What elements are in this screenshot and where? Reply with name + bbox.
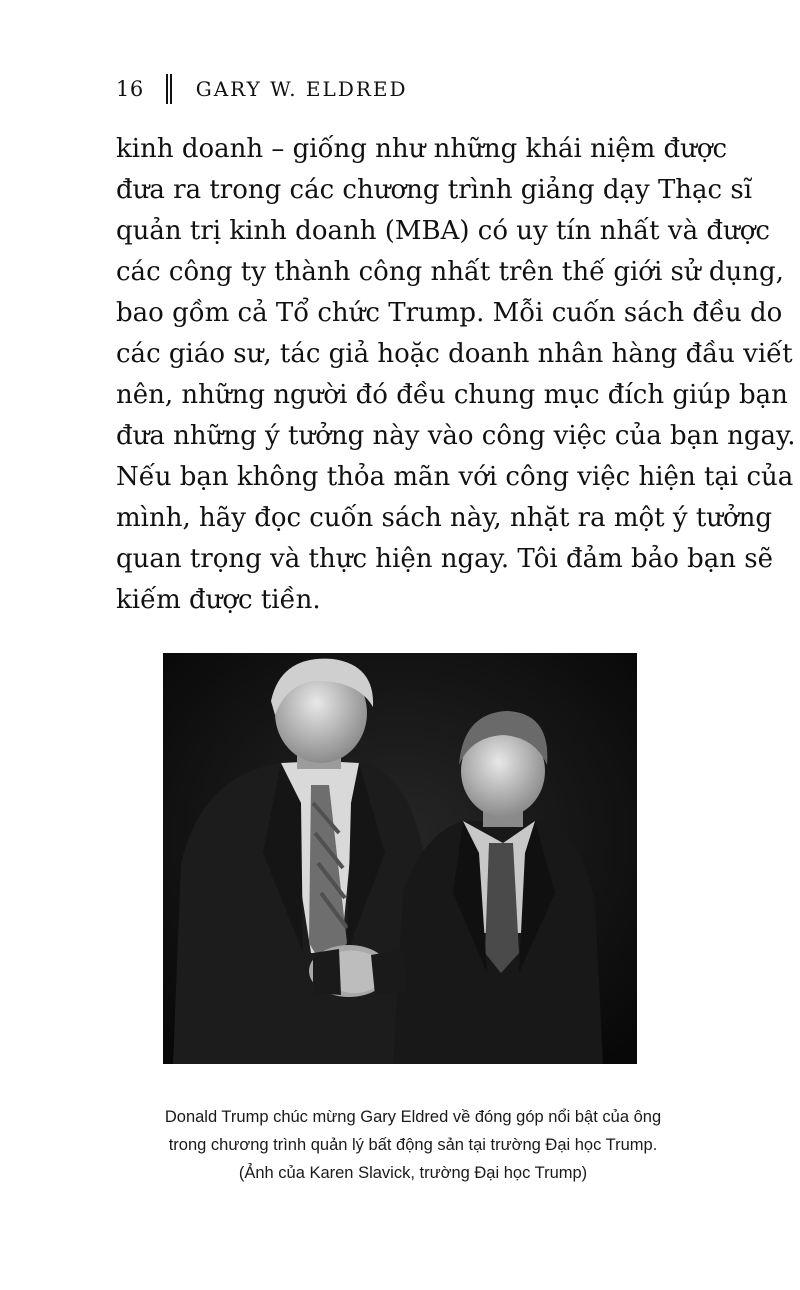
body-paragraph bbox=[116, 129, 796, 621]
text-line: các công ty thành công nhất trên thế giới sử dụng, bbox=[116, 257, 784, 287]
text-line: đưa những ý tưởng này vào công việc của bạn ngay. bbox=[116, 421, 796, 451]
text-line: Nếu bạn không thỏa mãn với công việc hiện tại của bbox=[116, 462, 794, 492]
running-header bbox=[116, 72, 408, 106]
text-line: các giáo sư, tác giả hoặc doanh nhân hàng đầu viết bbox=[116, 339, 793, 369]
caption-line: (Ảnh của Karen Slavick, trường Đại học Trump) bbox=[238, 1164, 588, 1182]
text-line: nên, những người đó đều chung mục đích giúp bạn bbox=[116, 380, 788, 410]
header-divider bbox=[166, 74, 172, 104]
text-line: quản trị kinh doanh (MBA) có uy tín nhất và được bbox=[116, 216, 770, 246]
photo-caption bbox=[60, 1103, 766, 1187]
text-line: bao gồm cả Tổ chức Trump. Mỗi cuốn sách đều do bbox=[116, 298, 783, 328]
text-line: kiếm được tiền. bbox=[116, 585, 321, 615]
text-line: kinh doanh – giống như những khái niệm được bbox=[116, 134, 728, 164]
caption-line: trong chương trình quản lý bất động sản tại trường Đại học Trump. bbox=[168, 1136, 658, 1154]
text-line: quan trọng và thực hiện ngay. Tôi đảm bảo bạn sẽ bbox=[116, 544, 773, 574]
page-number: 16 bbox=[116, 77, 144, 101]
text-line: đưa ra trong các chương trình giảng dạy Thạc sĩ bbox=[116, 175, 753, 205]
handshake-photo bbox=[163, 653, 637, 1064]
text-line: mình, hãy đọc cuốn sách này, nhặt ra một ý tưởng bbox=[116, 503, 773, 533]
running-head-author: GARY W. ELDRED bbox=[195, 77, 408, 101]
caption-line: Donald Trump chúc mừng Gary Eldred về đóng góp nổi bật của ông bbox=[164, 1108, 662, 1126]
